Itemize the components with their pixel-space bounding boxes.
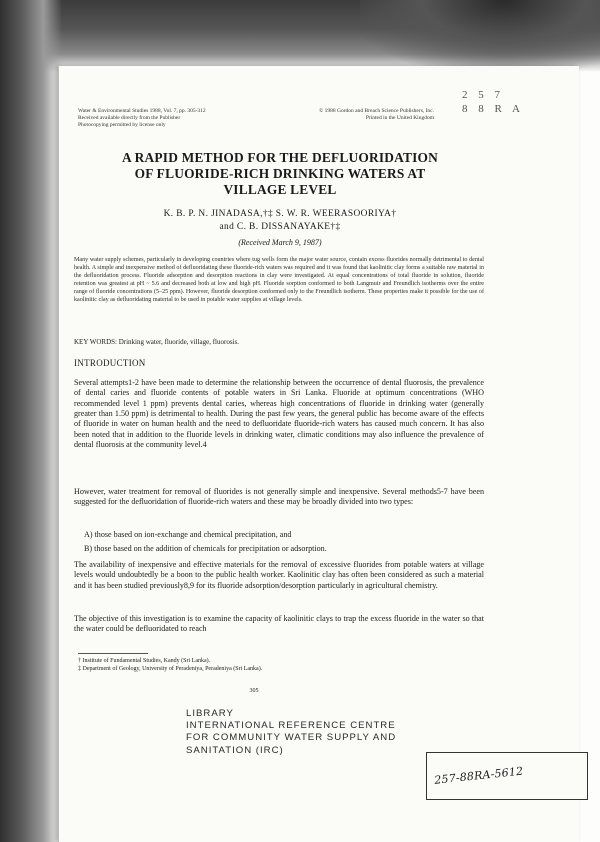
- title-line: A RAPID METHOD FOR THE DEFLUORIDATION: [121, 150, 439, 165]
- footnote-rule: [78, 653, 148, 654]
- publisher-info: [302, 108, 434, 122]
- page-number: 305: [249, 688, 259, 694]
- stamp-line: INTERNATIONAL REFERENCE CENTRE: [186, 720, 396, 732]
- scan-shadow-top-right: [360, 0, 600, 70]
- stamp-line: SANITATION (IRC): [186, 744, 284, 756]
- scan-border-left: [0, 0, 62, 842]
- intro-paragraph-2: However, water treatment for removal of fluorides is not generally simple and inexpensive. Several methods5-7 have been suggested for the defluoridation of fluoride-rich waters and these may be broadly divided into two types:: [74, 487, 484, 507]
- stamp-line: FOR COMMUNITY WATER SUPPLY AND: [186, 732, 397, 744]
- catalog-code-line: 8 8 R A: [462, 103, 524, 115]
- authors-line: and C. B. DISSANAYAKE†‡: [219, 222, 341, 232]
- journal-line: Water & Environmental Studies 1988, Vol. 7, pp. 305-312: [78, 108, 206, 114]
- stamp-text: [186, 708, 446, 757]
- list-item-a: A) those based on ion-exchange and chemical precipitation, and: [84, 530, 292, 539]
- title-line: OF FLUORIDE-RICH DRINKING WATERS AT: [134, 166, 426, 181]
- section-heading: INTRODUCTION: [74, 358, 146, 368]
- footnote-2: ‡ Department of Geology, University of Peradeniya, Peradeniya (Sri Lanka).: [78, 666, 263, 672]
- authors-line: K. B. P. N. JINADASA,†‡ S. W. R. WEERASOORIYA†: [163, 209, 397, 219]
- intro-paragraph-3: The availability of inexpensive and effective materials for the removal of excessive fluorides from potable waters at village levels would undoubtedly be a boon to the public health worker. Kaolinitic clay has often been considered as such a material and it has been studied previously8,9 for its fluoride adsorption/desorption particularly in agricultural chemistry.: [74, 560, 484, 590]
- intro-paragraph-1: Several attempts1-2 have been made to determine the relationship between the occurrence of dental fluorosis, the prevalence of dental caries and fluoride contents of potable waters in Sri Lanka. Fluoride at optimum concentrations (WHO recommended level 1 ppm) prevents dental caries, whereas high concentrations of fluoride in drinking water (generally greater than 1.50 ppm) is detrimental to health. During the past few years, the general public has become aware of the effects of fluoride in water on human health and the need to defluoridate fluoride-rich waters has caused much concern. It has also been noted that in addition to the fluoride levels in drinking water, climatic conditions may also influence the prevalence of dental fluorosis at the community level.4: [74, 378, 484, 450]
- abstract: Many water supply schemes, particularly in developing countries where tug wells form the major water source, contain excess fluorides normally detrimental to dental health. A simple and inexpensive method of defluoridating these fluoride-rich waters was required and it was found that kaolinitic clay forms a suitable raw material in the defluoridation process. Fluoride adsorption and desorption reactions in clay were investigated. At equal concentrations of total fluoride in solution, fluoride retention was greatest at pH ~ 5.6 and decreased both at low and high pH. Fluoride sorption conformed to both Langmuir and Freundlich isotherms over the entire range of fluoride concentrations (5–25 ppm). However, fluoride desorption conformed only to the Freundlich isotherm. These properties make it possible for the use of kaolinitic clay as defluoridating material to be used in potable water supplies at village levels.: [74, 257, 484, 304]
- handwritten-catalog-number: 257-88RA-5612: [433, 764, 524, 787]
- stamp-line: LIBRARY: [186, 708, 234, 719]
- catalog-code-line: 2 5 7: [462, 89, 504, 101]
- received-date: (Received March 9, 1987): [238, 238, 322, 247]
- journal-line: Received available directly from the Publisher: [78, 115, 181, 121]
- title-line: VILLAGE LEVEL: [223, 182, 337, 197]
- library-stamp: [186, 706, 446, 760]
- authors: [100, 208, 460, 234]
- journal-line: Photocopying permitted by license only: [78, 122, 166, 128]
- intro-paragraph-4: The objective of this investigation is to examine the capacity of kaolinitic clays to trap the excess fluoride in the water so that the water could be defluoridated to reach: [74, 614, 484, 634]
- publisher-line: © 1988 Gordon and Breach Science Publishers, Inc.: [319, 108, 434, 114]
- list-item-b: B) those based on the addition of chemicals for precipitation or adsorption.: [84, 544, 327, 553]
- footnote-1: † Institute of Fundamental Studies, Kandy (Sri Lanka).: [78, 658, 211, 664]
- catalog-code: [462, 88, 532, 116]
- journal-info: [78, 108, 268, 129]
- article-title: [70, 150, 490, 198]
- publisher-line: Printed in the United Kingdom: [365, 115, 434, 121]
- keywords: KEY WORDS: Drinking water, fluoride, village, fluorosis.: [74, 338, 239, 346]
